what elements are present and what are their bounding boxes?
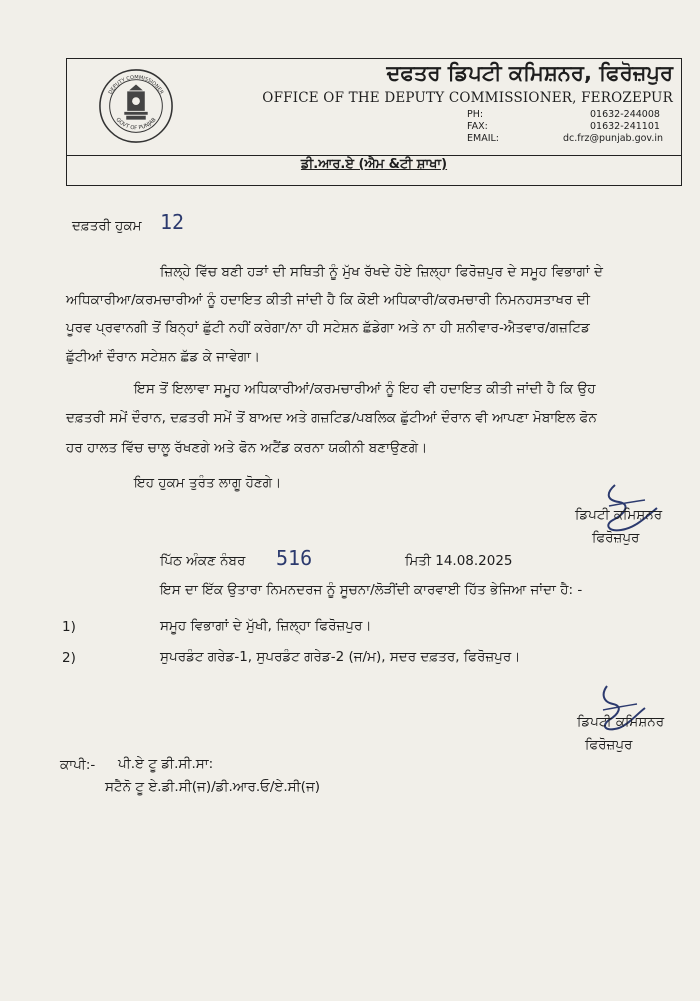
- fax-value: 01632-241101: [590, 121, 660, 132]
- branch-name: ਡੀ.ਆਰ.ਏ (ਐਮ &ਟੀ ਸ਼ਾਖਾ): [300, 157, 448, 172]
- copy-line-2: ਸਟੈਨੋ ਟੂ ਏ.ਡੀ.ਸੀ(ਜ)/ਡੀ.ਆਰ.ਓ/ਏ.ਸੀ(ਜ): [105, 779, 321, 795]
- endorsement-number-label: ਪਿੱਠ ਅੰਕਣ ਨੰਬਰ: [160, 553, 246, 569]
- para2-line3: ਹਰ ਹਾਲਤ ਵਿੱਚ ਚਾਲੂ ਰੱਖਣਗੇ ਅਤੇ ਫੋਨ ਅਟੈਂਡ ਕਰਨਾ ਯਕੀਨੀ ਬਣਾਉਣਗੇ।: [66, 440, 428, 456]
- endorsement-item-2-text: ਸੁਪਰਡੰਟ ਗਰੇਡ-1, ਸੁਪਰਡੰਟ ਗਰੇਡ-2 (ਜ/ਮ), ਸਦਰ ਦਫ਼ਤਰ, ਫਿਰੋਜ਼ਪੁਰ।: [160, 649, 521, 665]
- letterhead-divider: [67, 155, 681, 156]
- email-value: dc.frz@punjab.gov.in: [563, 133, 664, 144]
- signature1-place: ਫਿਰੋਜ਼ਪੁਰ: [592, 530, 640, 546]
- office-title-punjabi: ਦਫਤਰ ਡਿਪਟੀ ਕਮਿਸ਼ਨਰ, ਫਿਰੋਜ਼ਪੁਰ: [386, 61, 673, 85]
- para2-line1: ਇਸ ਤੋਂ ਇਲਾਵਾ ਸਮੂਹ ਅਧਿਕਾਰੀਆਂ/ਕਰਮਚਾਰੀਆਂ ਨੂੰ ਇਹ ਵੀ ਹਦਾਇਤ ਕੀਤੀ ਜਾਂਦੀ ਹੈ ਕਿ ਉਹ: [134, 381, 596, 397]
- endorsement-number-value: 516: [276, 546, 313, 570]
- signature-2: [585, 682, 655, 742]
- para3: ਇਹ ਹੁਕਮ ਤੁਰੰਤ ਲਾਗੂ ਹੋਣਗੇ।: [134, 475, 282, 491]
- signature1-designation: ਡਿਪਟੀ ਕਮਿਸ਼ਨਰ: [575, 507, 663, 523]
- emblem-top-text: DEPUTY COMMISSIONER: [107, 74, 165, 96]
- endorsement-intro: ਇਸ ਦਾ ਇੱਕ ਉਤਾਰਾ ਨਿਮਨਦਰਜ ਨੂੰ ਸੂਚਨਾ/ਲੋੜੀਂਦੀ ਕਾਰਵਾਈ ਹਿੱਤ ਭੇਜਿਆ ਜਾਂਦਾ ਹੈ: -: [160, 582, 583, 598]
- para1-line4: ਛੁੱਟੀਆਂ ਦੌਰਾਨ ਸਟੇਸ਼ਨ ਛੱਡ ਕੇ ਜਾਵੇਗਾ।: [66, 349, 261, 365]
- order-label: ਦਫ਼ਤਰੀ ਹੁਕਮ: [72, 218, 142, 234]
- signature2-place: ਫਿਰੋਜ਼ਪੁਰ: [585, 737, 633, 753]
- copy-label: ਕਾਪੀ:-: [60, 757, 96, 773]
- order-number: 12: [160, 210, 185, 234]
- para1-line1: ਜ਼ਿਲ੍ਹੇ ਵਿੱਚ ਬਣੀ ਹੜਾਂ ਦੀ ਸਥਿਤੀ ਨੂੰ ਮੁੱਖ ਰੱਖਦੇ ਹੋਏ ਜ਼ਿਲ੍ਹਾ ਫਿਰੋਜ਼ਪੁਰ ਦੇ ਸਮੂਹ ਵਿਭਾਗਾਂ ਦੇ: [160, 264, 604, 280]
- fax-label: FAX:: [467, 121, 488, 132]
- state-emblem-icon: [97, 67, 175, 145]
- endorsement-date: ਮਿਤੀ 14.08.2025: [405, 553, 513, 569]
- copy-line-1: ਪੀ.ਏ ਟੂ ਡੀ.ਸੀ.ਸਾ:: [118, 756, 214, 772]
- letterhead: [66, 58, 682, 186]
- emblem-bottom-text: GOVT OF PUNJAB: [114, 116, 158, 132]
- signature2-designation: ਡਿਪਟੀ ਕਮਿਸ਼ਨਰ: [577, 714, 665, 730]
- phone-value: 01632-244008: [590, 109, 660, 120]
- endorsement-item-1-text: ਸਮੂਹ ਵਿਭਾਗਾਂ ਦੇ ਮੁੱਖੀ, ਜ਼ਿਲ੍ਹਾ ਫਿਰੋਜ਼ਪੁਰ।: [160, 618, 372, 634]
- office-title-english: OFFICE OF THE DEPUTY COMMISSIONER, FEROZEPUR: [262, 90, 673, 106]
- para1-line2: ਅਧਿਕਾਰੀਆ/ਕਰਮਚਾਰੀਆਂ ਨੂੰ ਹਦਾਇਤ ਕੀਤੀ ਜਾਂਦੀ ਹੈ ਕਿ ਕੋਈ ਅਧਿਕਾਰੀ/ਕਰਮਚਾਰੀ ਨਿਮਨਹਸਤਾਖਰ ਦੀ: [66, 292, 590, 308]
- para1-line3: ਪੂਰਵ ਪ੍ਰਵਾਨਗੀ ਤੋਂ ਬਿਨ੍ਹਾਂ ਛੁੱਟੀ ਨਹੀਂ ਕਰੇਗਾ/ਨਾ ਹੀ ਸਟੇਸ਼ਨ ਛੱਡੇਗਾ ਅਤੇ ਨਾ ਹੀ ਸ਼ਨੀਵਾਰ-ਐਤਵਾਰ/ਗਜ਼ਟਿਡ: [66, 320, 590, 336]
- endorsement-item-1-num: 1): [62, 619, 76, 635]
- para2-line2: ਦਫ਼ਤਰੀ ਸਮੇਂ ਦੌਰਾਨ, ਦਫ਼ਤਰੀ ਸਮੇਂ ਤੋਂ ਬਾਅਦ ਅਤੇ ਗਜ਼ਟਿਡ/ਪਬਲਿਕ ਛੁੱਟੀਆਂ ਦੌਰਾਨ ਵੀ ਆਪਣਾ ਮੋਬਾਇਲ ਫੋਨ: [66, 410, 597, 426]
- email-label: EMAIL:: [467, 133, 499, 144]
- phone-label: PH:: [467, 109, 484, 120]
- endorsement-item-2-num: 2): [62, 650, 76, 666]
